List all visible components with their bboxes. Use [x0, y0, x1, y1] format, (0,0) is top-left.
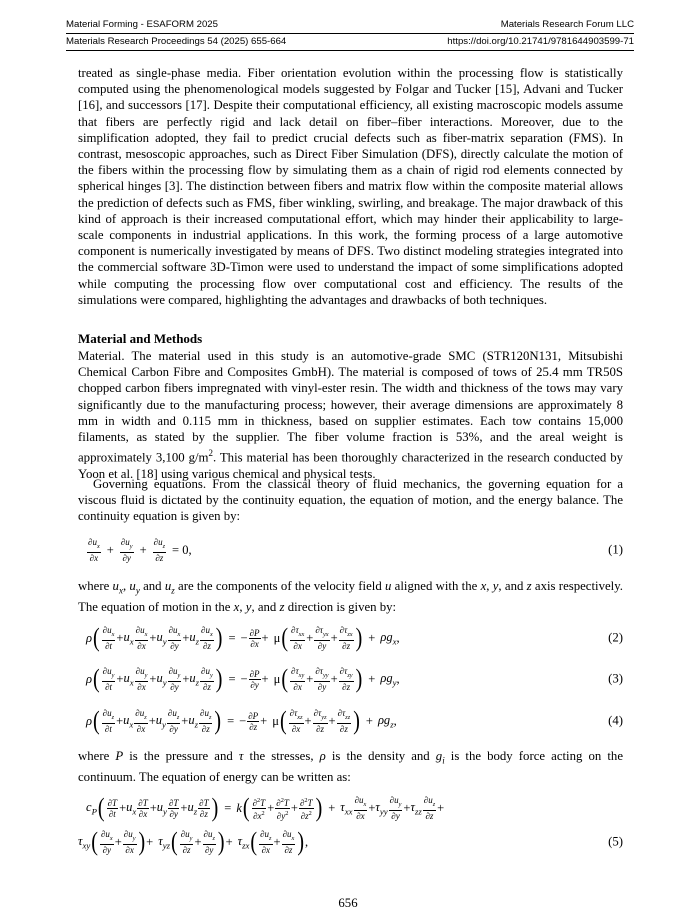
equation-number: (4) — [608, 713, 623, 728]
motion-equation-y: ρ ( $\frac{\partial u_y}{\partial t}$ + $u_x$ $\frac{\partial u_y}{\partial x}$ + $u_y$ $\frac{\partial u_y}{\partial y}$ + $u_z$ $\frac{\partial u_y}{\partial z}$ ) = − $\frac{\partial P}{\partial y}$ + μ ( $\frac{\partial\tau_{xy}}{\partial x}$ + $\frac{\partial\tau_{yy}}{\partial y}$ + $\frac{\partial\tau_{zy}}{\partial z}$ ) + $\rho g_y$ , (3) — [86, 664, 623, 694]
pressure-stress-paragraph: where P is the pressure and τ the stresses, ρ is the density and $g_i$ is the body force acting on the continuum. The equation of energy can be written as: — [78, 749, 623, 784]
equation-number: (5) — [608, 834, 623, 849]
energy-equation-line-1: $c_P$ ( $\frac{\partial T}{\partial t}$ + $u_x$ $\frac{\partial T}{\partial x}$ + $u_y$ $\frac{\partial T}{\partial y}$ + $u_z$ $\frac{\partial T}{\partial z}$ ) = k ( $\frac{\partial^2T}{\partial x^2}$ + $\frac{\partial^2T}{\partial y^2}$ + $\frac{\partial^2T}{\partial z^2}$ ) + $\tau_{xx}$ $\frac{\partial u_x}{\partial x}$ + $\tau_{yy}$ $\frac{\partial u_y}{\partial y}$ + $\tau_{zz}$ $\frac{\partial u_z}{\partial z}$ + — [86, 793, 445, 823]
velocity-components-paragraph: where $u_x$, $u_y$ and $u_z$ are the components of the velocity field u aligned with the x, y, and z axis respectively. The equation of motion in the x, y, and z direction is given by: — [78, 579, 623, 614]
intro-paragraph: treated as single-phase media. Fiber orientation evolution within the processing flow is statistically computed using the phenomenological models suggested by Folgar and Tucker [15], Advani and Tucker [16], and successors [17]. Despite their computational efficiency, all existing macroscopic models assume that fibers are perfectly rigid and lack detail on fiber–fiber interactions. Moreover, due to the simplification adopted, they fail to predict crucial defects such as fiber-matrix separation (FMS). In contrast, mesoscopic approaches, such as Direct Fiber Simulation (DFS), directly calculate the motion of the fibers within the processing flow by simulating them as a chain of rigid rod elements connected by spherical hinges [3]. The distinction between fibers and matrix flow within the composite material allows the prediction of defects such as FMS, fiber winkling, swirling, and breakage. The major drawback of this kind of approach is their increased computational effort, which may hinder their applicability to large-scale components in industrial applications. In this work, the forming process of a large automotive component is numerically investigated by means of DFS. Two distinct modeling strategies integrated into the commercial software 3D-Timon were used to understand the impact of some simplifications adopted while computing the processing flow over computational cost and efficiency. The results of the simulations were compared, highlighting the advantages and drawbacks of both techniques. — [78, 66, 623, 307]
section-heading: Material and Methods — [78, 331, 203, 346]
equation-number: (3) — [608, 671, 623, 686]
equation-number: (1) — [608, 542, 623, 557]
doi-link[interactable]: https://doi.org/10.21741/9781644903599-71 — [447, 36, 634, 47]
running-header-bottom — [66, 36, 634, 48]
motion-equation-x: ρ ( $\frac{\partial u_x}{\partial t}$ + $u_x$ $\frac{\partial u_x}{\partial x}$ + $u_y$ $\frac{\partial u_x}{\partial y}$ + $u_z$ $\frac{\partial u_x}{\partial z}$ ) = − $\frac{\partial P}{\partial x}$ + μ ( $\frac{\partial\tau_{xx}}{\partial x}$ + $\frac{\partial\tau_{yx}}{\partial y}$ + $\frac{\partial\tau_{zx}}{\partial z}$ ) + $\rho g_x$ , (2) — [86, 623, 623, 653]
conference-name: Material Forming - ESAFORM 2025 — [66, 19, 218, 30]
header-rule-top — [66, 33, 634, 34]
header-rule-bottom — [66, 50, 634, 51]
page-number: 656 — [338, 896, 358, 910]
governing-equations-paragraph: Governing equations. From the classical theory of fluid mechanics, the governing equation for a viscous fluid is dictated by the continuity equation, the equation of motion, and the energy balance. The continuity equation is given by: — [78, 477, 623, 524]
energy-equation-line-2: $\tau_{xy}$ ( $\frac{\partial u_x}{\partial y}$ + $\frac{\partial u_y}{\partial x}$ ) + $\tau_{yz}$ ( $\frac{\partial u_y}{\partial z}$ + $\frac{\partial u_z}{\partial y}$ ) + $\tau_{zx}$ ( $\frac{\partial u_z}{\partial x}$ + $\frac{\partial u_x}{\partial z}$ ) , (5) — [78, 827, 623, 857]
motion-equation-z: ρ ( $\frac{\partial u_z}{\partial t}$ + $u_x$ $\frac{\partial u_z}{\partial x}$ + $u_y$ $\frac{\partial u_z}{\partial y}$ + $u_z$ $\frac{\partial u_z}{\partial z}$ ) = − $\frac{\partial P}{\partial z}$ + μ ( $\frac{\partial\tau_{xz}}{\partial x}$ + $\frac{\partial\tau_{yz}}{\partial z}$ + $\frac{\partial\tau_{zz}}{\partial z}$ ) + $\rho g_z$ , (4) — [86, 706, 623, 736]
equation-number: (2) — [608, 630, 623, 645]
publisher-name: Materials Research Forum LLC — [500, 19, 634, 30]
proceedings-citation: Materials Research Proceedings 54 (2025) 655-664 — [66, 36, 287, 47]
continuity-equation: $\frac{\partial u_x}{\partial x}$ + $\frac{\partial u_y}{\partial y}$ + $\frac{\partial u_z}{\partial z}$ = 0, (1) — [88, 537, 623, 563]
running-header-top — [66, 19, 634, 31]
material-paragraph: Material. The material used in this study is an automotive-grade SMC (STR120N131, Mitsubishi Chemical Carbon Fibre and Composites GmbH). The material is composed of tows of 25.4 mm TR50S chopped carbon fibers impregnated with vinyl-ester resin. The width and thickness of the tows may vary significantly due to the manufacturing process; however, their average dimensions are approximately 8 mm in width and 0.115 mm in thickness, based on supplier estimates. Each tow contains 15,000 filaments, as stated by the supplier. The fiber volume fraction is 53%, and the areal weight is approximately 3,100 $g/m^2$. This material has been thoroughly characterized in the research conducted by Yoon et al. [18] using various chemical and physical tests. — [78, 349, 623, 481]
